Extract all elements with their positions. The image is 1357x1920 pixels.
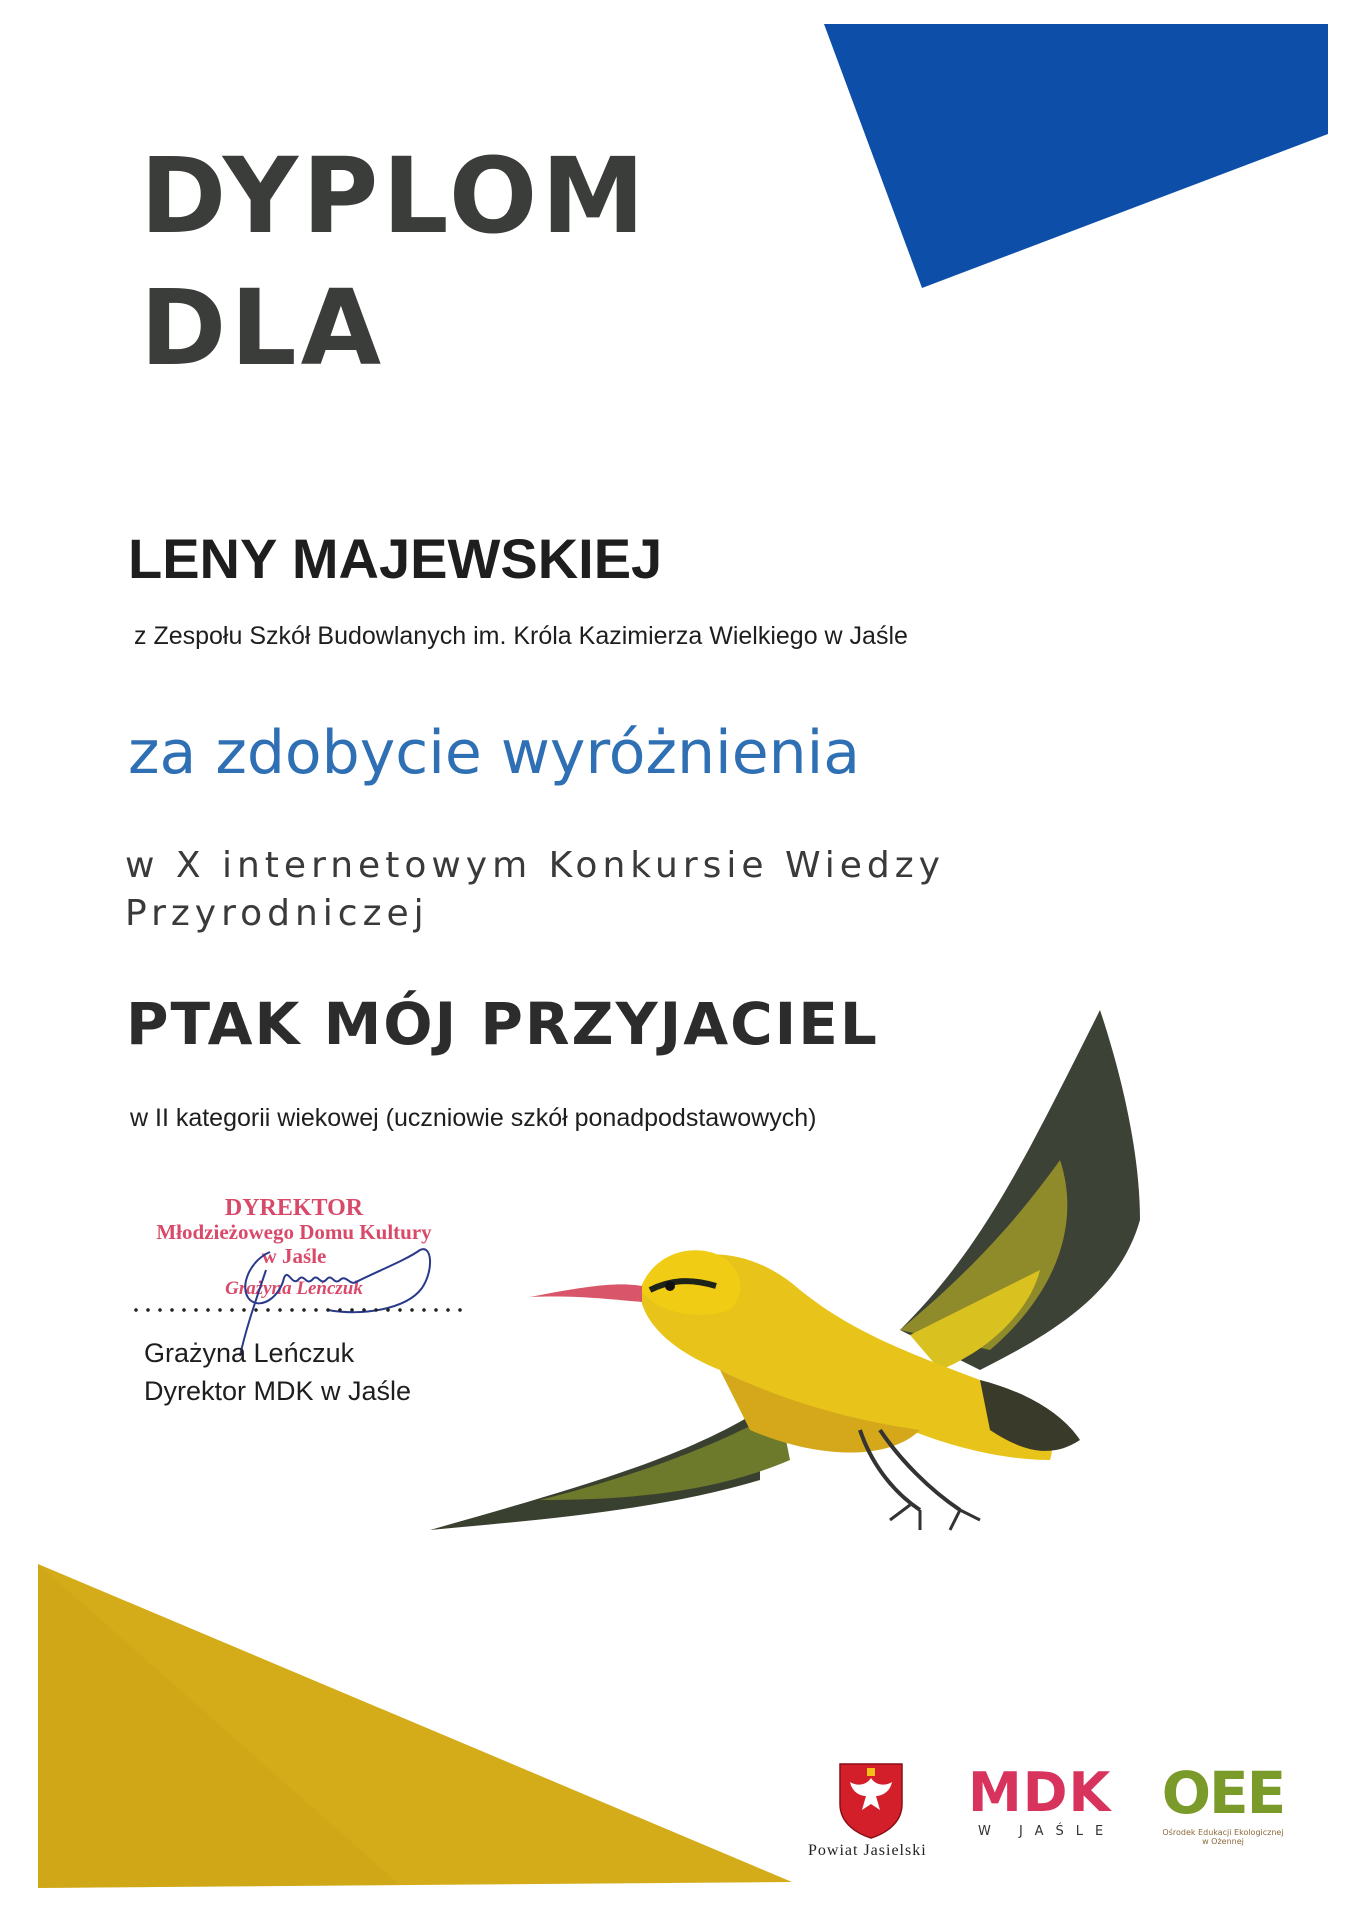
oee-logo <box>1148 1759 1298 1846</box>
signer-name: Grażyna Leńczuk <box>144 1338 355 1368</box>
school-text: z Zespołu Szkół Budowlanych im. Króla Kazimierza Wielkiego w Jaśle <box>134 622 908 650</box>
age-category-text: w II kategorii wiekowej (uczniowie szkół ponadpodstawowych) <box>130 1104 817 1132</box>
stamp-line-2: Młodzieżowego Domu Kultury <box>156 1220 432 1244</box>
signature-dotted-line <box>130 1306 470 1314</box>
mdk-logo <box>968 1761 1118 1839</box>
contest-line-2: Przyrodniczej <box>125 893 429 934</box>
oee-logo-sub-2: w Ożennej <box>1202 1837 1244 1846</box>
contest-name: PTAK MÓJ PRZYJACIEL <box>126 990 879 1058</box>
contest-description <box>125 842 1005 938</box>
stamp-line-3: w Jaśle <box>261 1244 327 1268</box>
oee-logo-sub-1: Ośrodek Edukacji Ekologicznej <box>1162 1828 1284 1837</box>
title-line-1: DYPLOM <box>140 135 649 257</box>
contest-line-1: w X internetowym Konkursie Wiedzy <box>125 845 945 886</box>
oriole-bird-illustration <box>420 990 1320 1650</box>
title-line-2: DLA <box>140 267 386 389</box>
diploma-title <box>140 130 649 394</box>
mdk-logo-main: MDK <box>968 1761 1112 1824</box>
signer-block <box>144 1334 411 1410</box>
oee-logo-main: OEE <box>1161 1759 1285 1827</box>
recipient-name: LENY MAJEWSKIEJ <box>128 527 663 590</box>
mdk-logo-sub: W JAŚLE <box>978 1824 1116 1839</box>
powiat-caption: Powiat Jasielski <box>808 1842 927 1859</box>
powiat-coat-of-arms-logo <box>836 1760 906 1840</box>
signer-role: Dyrektor MDK w Jaśle <box>144 1376 412 1406</box>
stamp-line-4: Grażyna Leńczuk <box>225 1278 363 1299</box>
stamp-line-1: DYREKTOR <box>224 1195 364 1221</box>
award-text: za zdobycie wyróżnienia <box>128 718 861 788</box>
